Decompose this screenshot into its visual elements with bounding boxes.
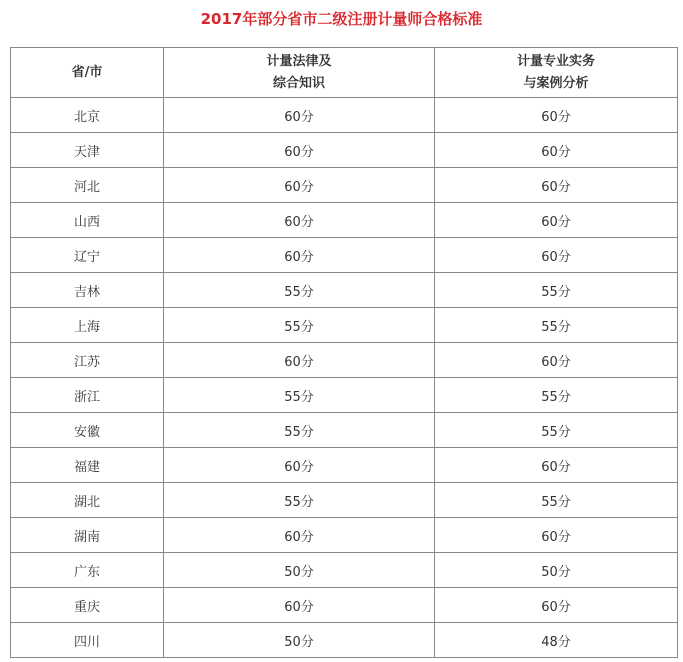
table-row xyxy=(11,588,678,623)
cell-province: 上海 xyxy=(11,308,164,343)
cell-province: 北京 xyxy=(11,98,164,133)
header-subject-b-line-1: 计量专业实务 xyxy=(516,53,595,69)
cell-subject-a: 50分 xyxy=(164,623,435,658)
cell-province: 安徽 xyxy=(11,413,164,448)
cell-subject-b: 55分 xyxy=(435,273,678,308)
table-row xyxy=(11,308,678,343)
cell-subject-b: 60分 xyxy=(435,588,678,623)
cell-subject-b: 60分 xyxy=(435,518,678,553)
cell-subject-a: 60分 xyxy=(164,98,435,133)
cell-subject-a: 55分 xyxy=(164,413,435,448)
cell-subject-a: 60分 xyxy=(164,343,435,378)
page-title: 2017年部分省市二级注册计量师合格标准 xyxy=(200,10,483,28)
cell-province: 江苏 xyxy=(11,343,164,378)
cell-subject-b: 60分 xyxy=(435,448,678,483)
cell-subject-a: 55分 xyxy=(164,483,435,518)
cell-province: 四川 xyxy=(11,623,164,658)
cell-subject-a: 55分 xyxy=(164,308,435,343)
cell-province: 湖北 xyxy=(11,483,164,518)
header-subject-a xyxy=(164,48,435,98)
table-row xyxy=(11,483,678,518)
table-row xyxy=(11,168,678,203)
table-row xyxy=(11,623,678,658)
table-row xyxy=(11,553,678,588)
cell-subject-b: 55分 xyxy=(435,378,678,413)
table-row xyxy=(11,273,678,308)
cell-province: 辽宁 xyxy=(11,238,164,273)
cell-province: 湖南 xyxy=(11,518,164,553)
cell-subject-a: 60分 xyxy=(164,168,435,203)
cell-subject-b: 60分 xyxy=(435,343,678,378)
cell-subject-a: 60分 xyxy=(164,448,435,483)
header-subject-b-line-2: 与案例分析 xyxy=(523,75,589,91)
cell-subject-a: 60分 xyxy=(164,518,435,553)
cell-subject-a: 55分 xyxy=(164,273,435,308)
cell-subject-a: 60分 xyxy=(164,588,435,623)
header-subject-b xyxy=(435,48,678,98)
cell-province: 浙江 xyxy=(11,378,164,413)
table-row xyxy=(11,518,678,553)
header-province: 省/市 xyxy=(11,48,164,98)
cell-subject-b: 60分 xyxy=(435,238,678,273)
table-row xyxy=(11,133,678,168)
cell-subject-b: 55分 xyxy=(435,308,678,343)
cell-subject-b: 60分 xyxy=(435,203,678,238)
cell-subject-b: 55分 xyxy=(435,483,678,518)
table-row xyxy=(11,238,678,273)
cell-subject-a: 50分 xyxy=(164,553,435,588)
table-header-row xyxy=(11,48,678,98)
header-subject-a-line-1: 计量法律及 xyxy=(266,53,332,69)
cell-subject-a: 60分 xyxy=(164,203,435,238)
passing-standard-table xyxy=(10,47,678,658)
cell-province: 重庆 xyxy=(11,588,164,623)
cell-subject-b: 48分 xyxy=(435,623,678,658)
cell-subject-b: 60分 xyxy=(435,168,678,203)
cell-subject-a: 60分 xyxy=(164,238,435,273)
cell-province: 山西 xyxy=(11,203,164,238)
cell-subject-b: 60分 xyxy=(435,133,678,168)
cell-subject-a: 55分 xyxy=(164,378,435,413)
cell-subject-b: 60分 xyxy=(435,98,678,133)
table-row xyxy=(11,343,678,378)
table-row xyxy=(11,413,678,448)
table-row xyxy=(11,378,678,413)
cell-province: 河北 xyxy=(11,168,164,203)
cell-subject-b: 55分 xyxy=(435,413,678,448)
table-row xyxy=(11,203,678,238)
table-row xyxy=(11,448,678,483)
cell-province: 广东 xyxy=(11,553,164,588)
cell-province: 福建 xyxy=(11,448,164,483)
cell-province: 天津 xyxy=(11,133,164,168)
table-row xyxy=(11,98,678,133)
cell-subject-b: 50分 xyxy=(435,553,678,588)
cell-subject-a: 60分 xyxy=(164,133,435,168)
cell-province: 吉林 xyxy=(11,273,164,308)
header-subject-a-line-2: 综合知识 xyxy=(272,75,325,91)
